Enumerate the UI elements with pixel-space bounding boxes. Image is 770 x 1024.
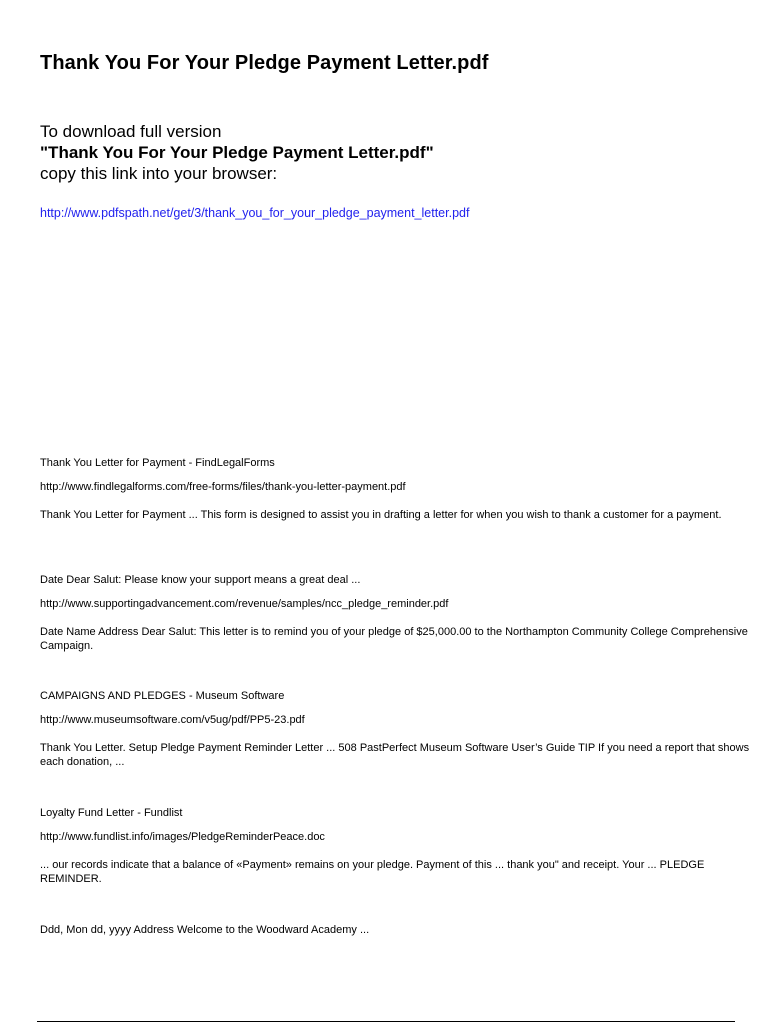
result-item	[40, 923, 750, 937]
document-title: Thank You For Your Pledge Payment Letter.pdf	[40, 52, 489, 74]
result-title: CAMPAIGNS AND PLEDGES - Museum Software	[40, 690, 285, 702]
result-description: ... our records indicate that a balance of «Payment» remains on your pledge. Payment of this ... thank you" and receipt. Your ... PLEDGE REMINDER.	[40, 859, 705, 885]
page-bottom-rule	[37, 1021, 735, 1022]
result-item	[40, 573, 750, 653]
intro-line-1: To download full version	[40, 122, 222, 141]
result-item	[40, 689, 750, 769]
result-description: Date Name Address Dear Salut: This letter is to remind you of your pledge of $25,000.00 to the Northampton Community College Comprehensive Campaign.	[40, 626, 748, 652]
result-description: Thank You Letter. Setup Pledge Payment Reminder Letter ... 508 PastPerfect Museum Software User’s Guide TIP If you need a report that shows each donation, ...	[40, 742, 750, 768]
result-item	[40, 806, 750, 886]
download-instructions	[40, 121, 434, 184]
result-url[interactable]: http://www.findlegalforms.com/free-forms/files/thank-you-letter-payment.pdf	[40, 481, 406, 493]
result-title: Date Dear Salut: Please know your support means a great deal ...	[40, 574, 361, 586]
result-url[interactable]: http://www.museumsoftware.com/v5ug/pdf/PP5-23.pdf	[40, 714, 305, 726]
intro-quoted-filename: "Thank You For Your Pledge Payment Letter.pdf"	[40, 143, 434, 162]
download-link[interactable]: http://www.pdfspath.net/get/3/thank_you_for_your_pledge_payment_letter.pdf	[40, 206, 470, 220]
result-url[interactable]: http://www.supportingadvancement.com/revenue/samples/ncc_pledge_reminder.pdf	[40, 598, 449, 610]
result-description: Thank You Letter for Payment ... This form is designed to assist you in drafting a letter for when you wish to thank a customer for a payment.	[40, 509, 722, 521]
intro-line-3: copy this link into your browser:	[40, 164, 278, 183]
result-url[interactable]: http://www.fundlist.info/images/PledgeReminderPeace.doc	[40, 831, 325, 843]
result-title: Thank You Letter for Payment - FindLegalForms	[40, 457, 275, 469]
result-title: Ddd, Mon dd, yyyy Address Welcome to the Woodward Academy ...	[40, 924, 370, 936]
result-item	[40, 456, 750, 522]
result-title: Loyalty Fund Letter - Fundlist	[40, 807, 183, 819]
